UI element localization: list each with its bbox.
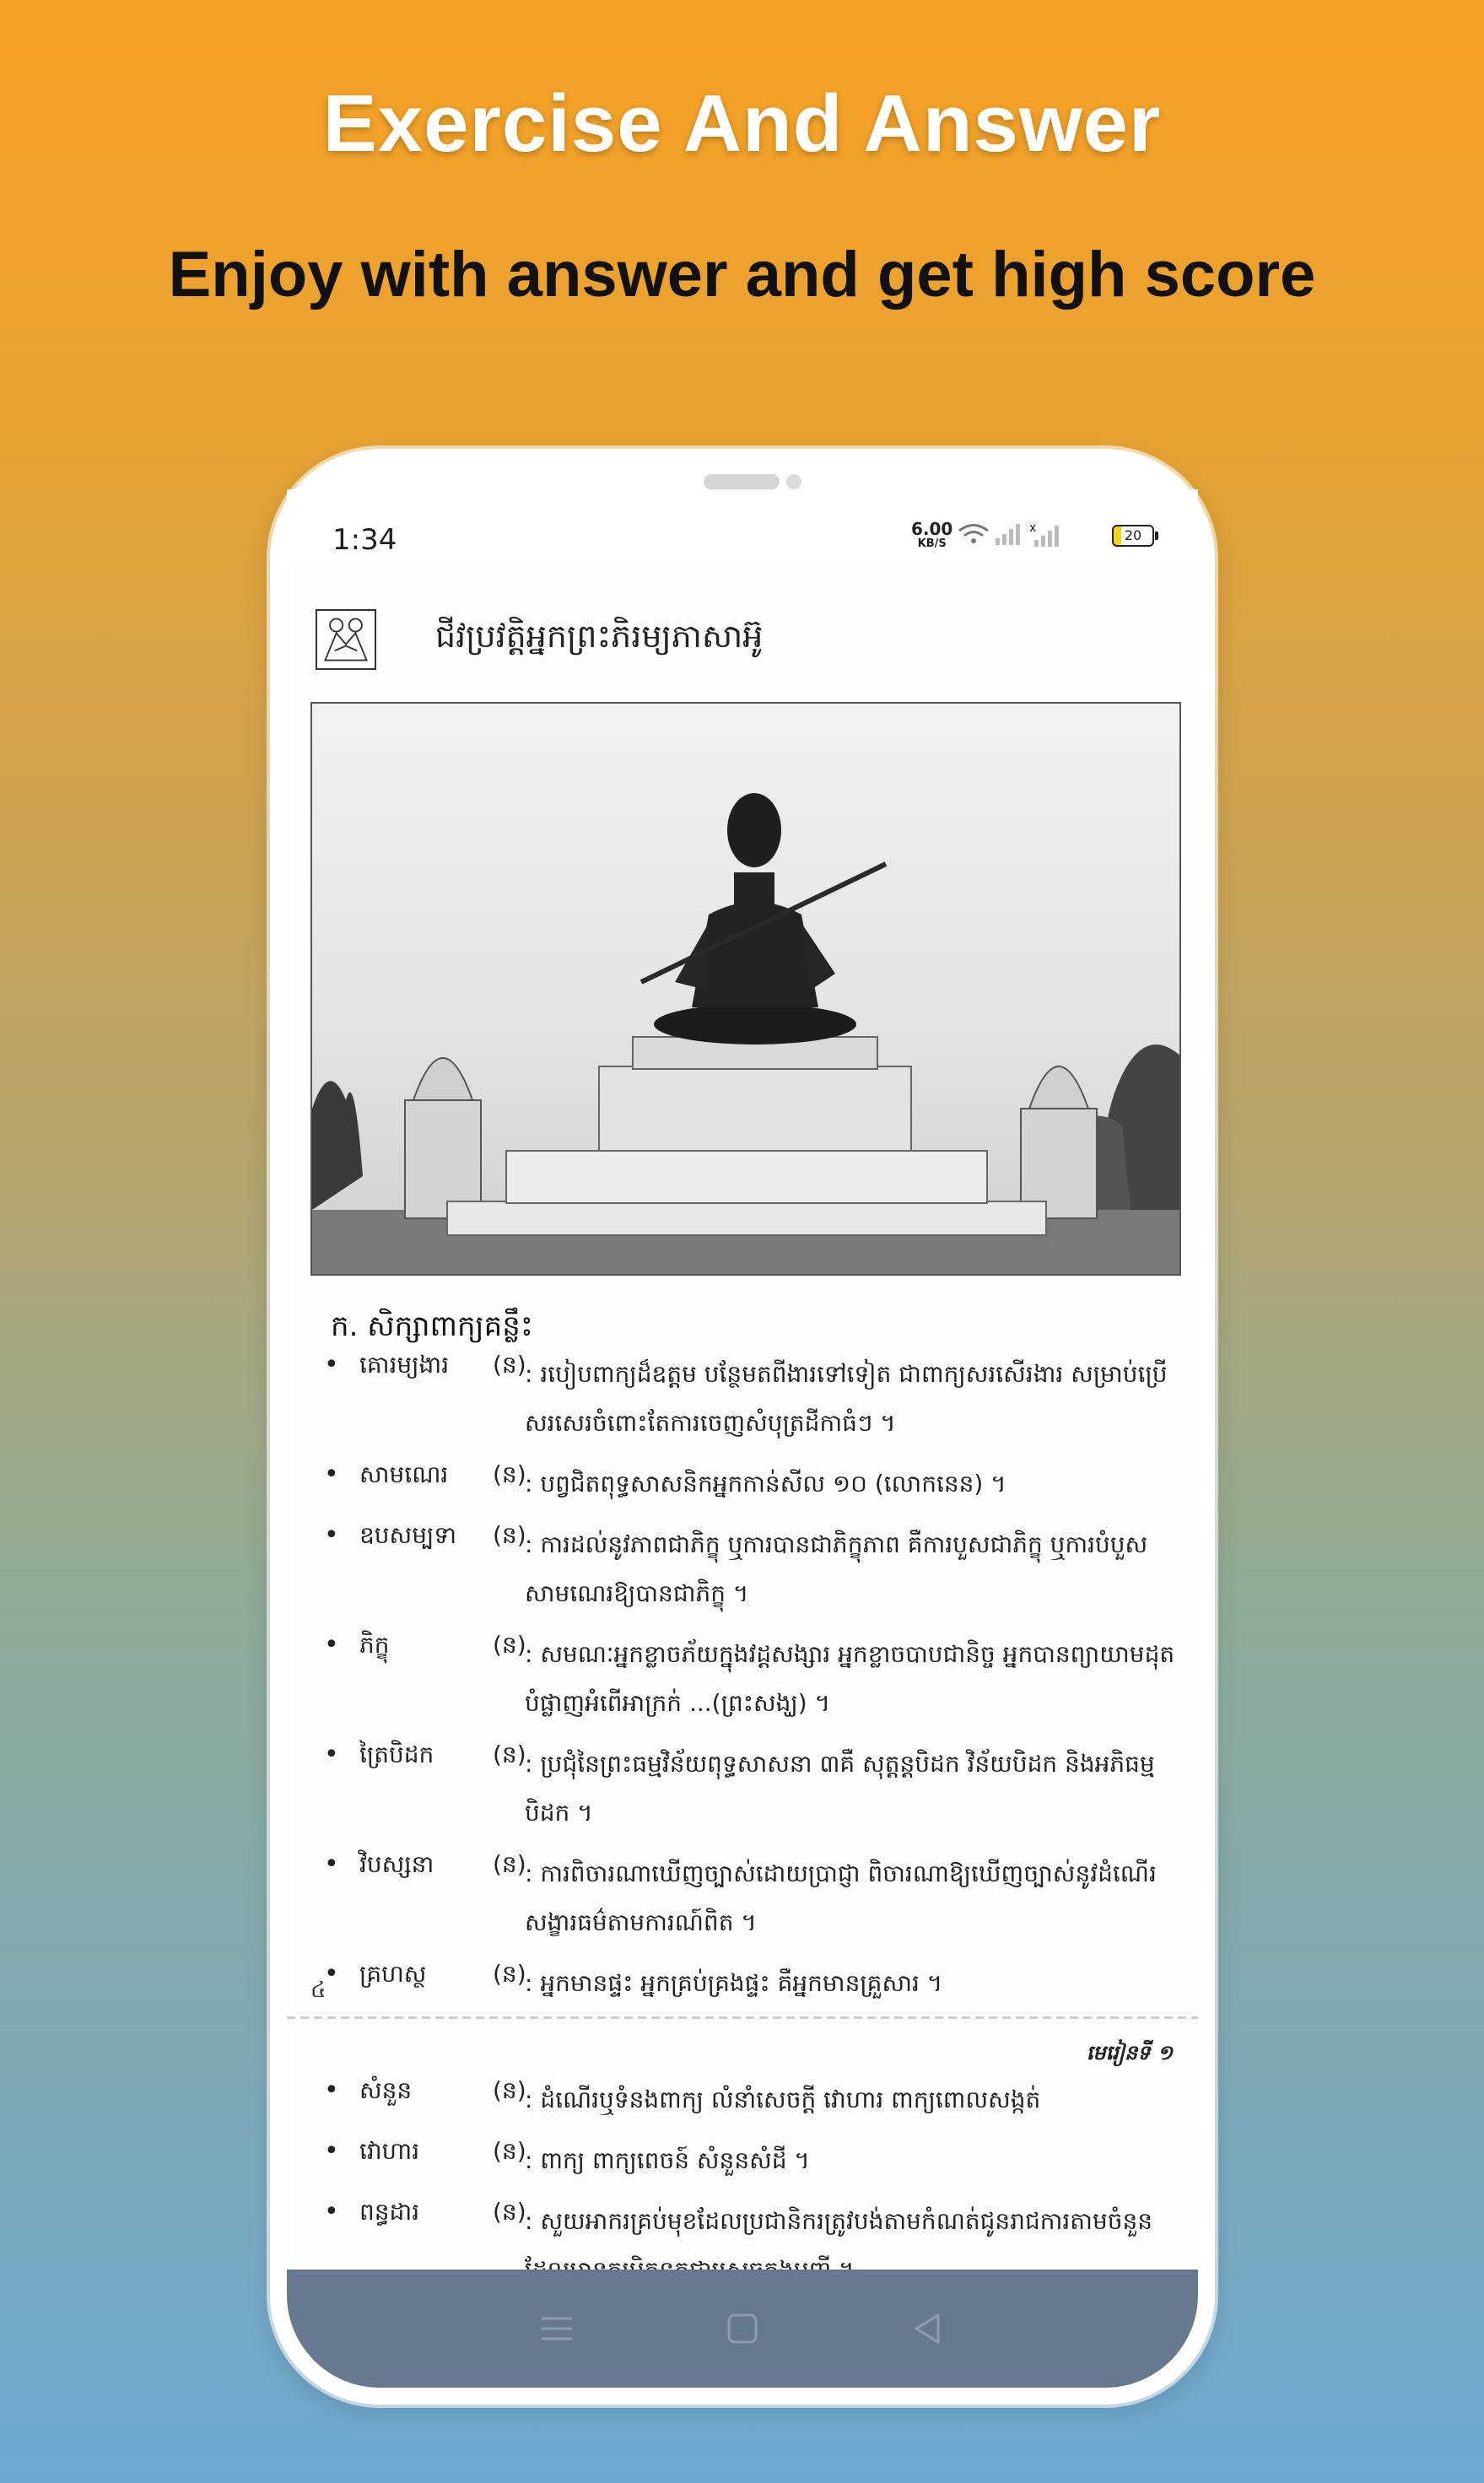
home-button[interactable]: [717, 2303, 768, 2354]
signal-no-service-icon: [1029, 521, 1061, 547]
subline: Enjoy with answer and get high score: [168, 239, 1316, 310]
entry-term: សំនួន: [359, 2076, 413, 2104]
entry-term: គោរម្យងារ: [359, 1351, 450, 1379]
entry-pos: (ន): [493, 1960, 526, 1988]
entry-pos: (ន): [493, 1850, 526, 1878]
section-heading: ក. សិក្សាពាក្យគន្លឹះ: [331, 1309, 533, 1343]
document-title: ជីវប្រវត្តិអ្នកព្រះភិរម្យភាសាអ៊ូ: [435, 618, 764, 655]
entry-term: វិបស្សនា: [359, 1850, 434, 1878]
document-page[interactable]: [287, 565, 1198, 2320]
phone-speaker: [704, 474, 780, 489]
entry-definition: : សមណៈអ្នកខ្លាចភ័យក្នុងវដ្តសង្សារ អ្នកខ្លាចបាបជានិច្ច អ្នកបានព្យាយាមដុតបំផ្លាញអំពើអាក្រក់ ...(ព្រះសង្ឃ) ។: [525, 1640, 1175, 1717]
entry-definition: : ដំណើរឬទំនងពាក្យ លំនាំសេចក្តី វោហារ ពាក្យពោលសង្កត់: [525, 2086, 1041, 2113]
entry-definition: : ការពិចារណាឃើញច្បាស់ដោយប្រាជ្ញា ពិចារណាឱ្យឃើញច្បាស់នូវដំណើរសង្ខារធម៌តាមការណ៍ពិត ។: [525, 1860, 1157, 1936]
entry-definition: : របៀបពាក្យដ៏ឧត្តម បន្ថែមតពីងារទៅទៀត ជាពាក្យសរសើរងារ សម្រាប់ប្រើសរសេរចំពោះតែការចេញសំបុត្រដីកាធំៗ ។: [525, 1360, 1168, 1437]
svg-text:x: x: [1029, 521, 1037, 535]
bullet: •: [324, 1520, 339, 1550]
bullet: •: [324, 2075, 339, 2105]
list-item: [324, 2075, 1176, 2124]
entry-pos: (ន): [493, 2076, 526, 2104]
bullet: •: [324, 2136, 339, 2166]
wifi-icon: [958, 523, 990, 545]
statue-photo: [310, 702, 1181, 1276]
entry-pos: (ន): [493, 2137, 526, 2165]
list-item: [324, 1350, 1176, 1448]
entry-definition: : ប្រជុំនៃព្រះធម្មវិន័យពុទ្ធសាសនា ៣គឺ សុត្តន្តបិដក វិន័យបិដក និងអភិធម្មបិដក ។: [525, 1750, 1155, 1827]
entry-definition: : បព្វជិតពុទ្ធសាសនិកអ្នកកាន់សីល ១០ (លោកនេន) ។: [525, 1470, 1006, 1498]
list-item: [324, 1849, 1176, 1947]
page-number: ៤: [310, 1978, 326, 2003]
phone-frame: [270, 449, 1215, 2405]
signal-icon: [994, 523, 1023, 545]
entry-term: ភិក្ខុ: [359, 1631, 390, 1659]
headline: Exercise And Answer: [322, 78, 1162, 169]
menu-button[interactable]: [532, 2303, 582, 2354]
entry-pos: (ន): [493, 1521, 526, 1549]
entry-term: ត្រៃបិដក: [359, 1741, 434, 1768]
statue-illustration: [312, 704, 1181, 1276]
battery-indicator: 20: [1112, 525, 1154, 547]
back-icon: [911, 2312, 945, 2345]
entry-pos: (ន): [493, 1351, 526, 1379]
entry-definition: : សួយអាករគ្រប់មុខដែលប្រជានិករត្រូវបង់តាមកំណត់ជូនរាជការតាមចំនួន: [525, 2207, 1153, 2235]
bullet: •: [324, 1460, 339, 1489]
bullet: •: [324, 2197, 339, 2227]
entry-term: សាមណេរ: [359, 1460, 449, 1488]
net-speed-value: 6.00: [911, 519, 953, 539]
entry-pos: (ន): [493, 1741, 526, 1768]
status-time: 1:34: [332, 523, 397, 557]
bullet: •: [324, 1630, 339, 1660]
phone-camera: [786, 474, 801, 489]
entry-pos: (ន): [493, 1631, 526, 1659]
list-item: [324, 2136, 1176, 2185]
bullet: •: [324, 1849, 339, 1879]
list-item: [324, 1630, 1176, 1728]
page-break-divider: [287, 2016, 1198, 2019]
phone-screen: [287, 489, 1198, 2388]
lesson-label: មេរៀនទី ១: [1086, 2041, 1173, 2065]
back-button[interactable]: [903, 2303, 953, 2354]
list-item: [324, 1520, 1176, 1618]
vocabulary-list: [324, 1350, 1176, 2020]
entry-term: ពន្ធដារ: [359, 2198, 420, 2226]
net-speed-unit: KB/S: [917, 537, 947, 550]
bullet: •: [324, 1350, 339, 1379]
entry-pos: (ន): [493, 1460, 526, 1488]
home-icon: [726, 2312, 759, 2345]
bullet: •: [324, 1959, 339, 1989]
entry-definition: : ពាក្យ ពាក្យពេចន៍ សំនួនសំដី ។: [525, 2146, 810, 2174]
entry-pos: (ន): [493, 2198, 526, 2226]
entry-definition: : ការដល់នូវភាពជាភិក្ខុ ឬការបានជាភិក្ខុភាព គឺការបួសជាភិក្ខុ ឬការបំបួសសាមណេរឱ្យបានជាភិក្ខុ ។: [525, 1530, 1148, 1607]
menu-icon: [538, 2313, 575, 2344]
net-speed: [911, 521, 952, 552]
list-item: [324, 1959, 1176, 2008]
entry-term: វោហារ: [359, 2137, 420, 2165]
entry-term: គ្រហស្ថ: [359, 1960, 427, 1988]
navigation-bar: [287, 2270, 1198, 2388]
entry-term: ឧបសម្បទា: [359, 1521, 456, 1549]
status-bar: [287, 489, 1198, 565]
list-item: [324, 1460, 1176, 1509]
bullet: •: [324, 1740, 339, 1769]
reading-figures-icon: [316, 609, 376, 670]
list-item: [324, 1740, 1176, 1838]
entry-definition: : អ្នកមានផ្ទះ អ្នកគ្រប់គ្រងផ្ទះ គឺអ្នកមានគ្រួសារ ។: [525, 1969, 943, 1997]
